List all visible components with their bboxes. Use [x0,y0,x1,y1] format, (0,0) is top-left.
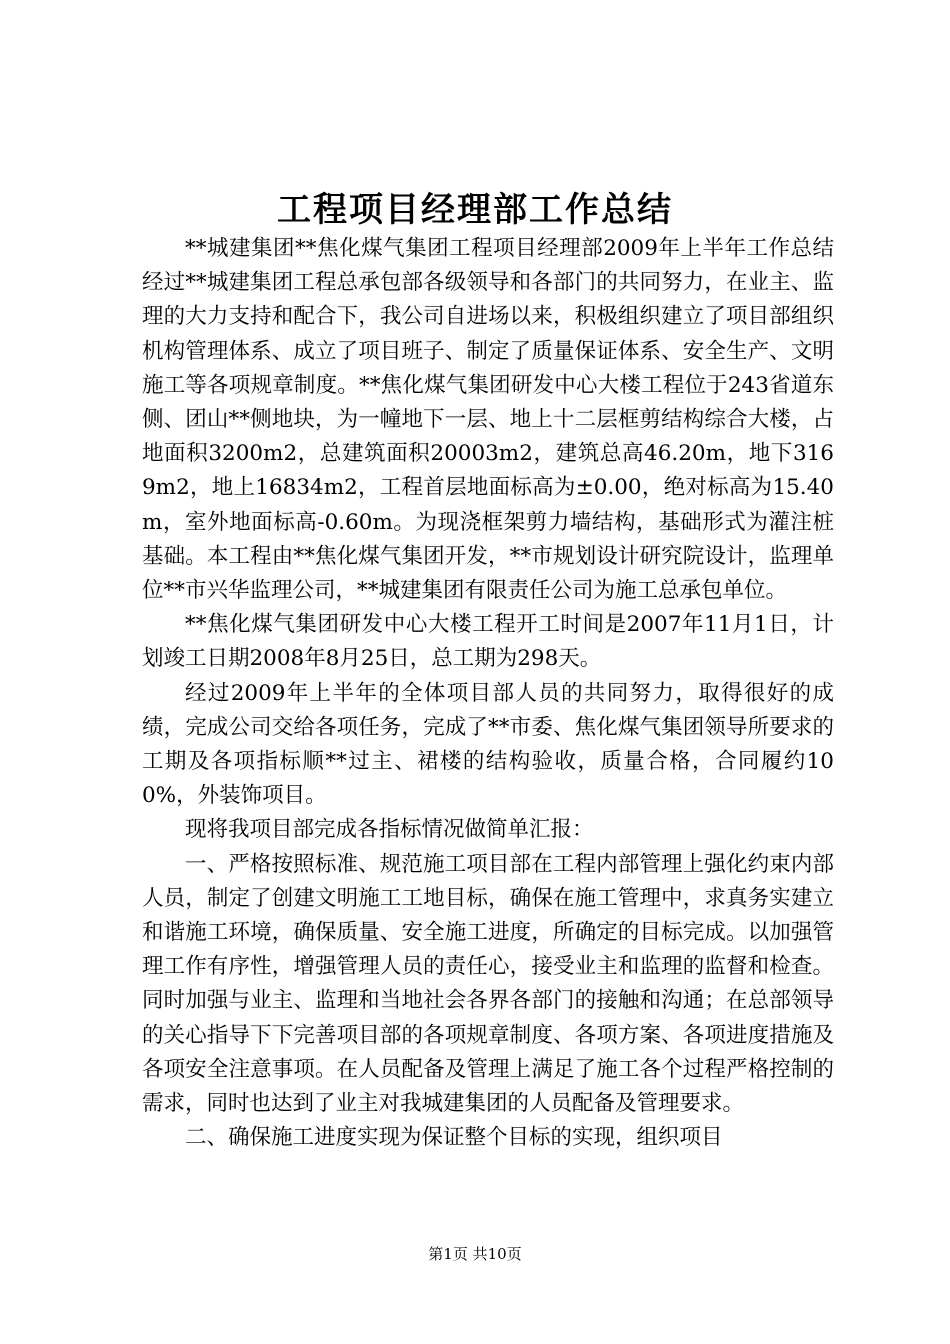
page-number-footer: 第1页 共10页 [428,1245,522,1263]
paragraph-schedule: **焦化煤气集团研发中心大楼工程开工时间是2007年11月1日，计划竣工日期2008年8月25日，总工期为298天。 [142,612,834,672]
paragraph-report-intro: 现将我项目部完成各指标情况做简单汇报： [185,817,594,843]
paragraph-section-one: 一、严格按照标准、规范施工项目部在工程内部管理上强化约束内部人员，制定了创建文明施工工地目标，确保在施工管理中，求真务实建立和谐施工环境，确保质量、安全施工进度，所确定的目标完成。以加强管理工作有序性，增强管理人员的责任心，接受业主和监理的监督和检查。同时加强与业主、监理和当地社会各界各部门的接触和沟通；在总部领导的关心指导下下完善项目部的各项规章制度、各项方案、各项进度措施及各项安全注意事项。在人员配备及管理上满足了施工各个过程严格控制的需求，同时也达到了业主对我城建集团的人员配备及管理要求。 [142,851,834,1117]
paragraph-project-overview: **城建集团**焦化煤气集团工程项目经理部2009年上半年工作总结经过**城建集团工程总承包部各级领导和各部门的共同努力，在业主、监理的大力支持和配合下，我公司自进场以来，积极组织建立了项目部组织机构管理体系、成立了项目班子、制定了质量保证体系、安全生产、文明施工等各项规章制度。**焦化煤气集团研发中心大楼工程位于243省道东侧、团山**侧地块，为一幢地下一层、地上十二层框剪结构综合大楼，占地面积3200m2，总建筑面积20003m2，建筑总高46.20m，地下3169m2，地上16834m2，工程首层地面标高为±0.00，绝对标高为15.40m，室外地面标高-0.60m。为现浇框架剪力墙结构，基础形式为灌注桩基础。本工程由**焦化煤气集团开发，**市规划设计研究院设计，监理单位**市兴华监理公司，**城建集团有限责任公司为施工总承包单位。 [142,236,834,604]
document-body [142,232,834,1155]
document-title: 工程项目经理部工作总结 [277,190,673,230]
paragraph-achievements: 经过2009年上半年的全体项目部人员的共同努力，取得很好的成绩，完成公司交给各项任务，完成了**市委、焦化煤气集团领导所要求的工期及各项指标顺**过主、裙楼的结构验收，质量合格，合同履约100%，外装饰项目。 [142,680,834,809]
paragraph-section-two: 二、确保施工进度实现为保证整个目标的实现，组织项目 [185,1125,723,1151]
